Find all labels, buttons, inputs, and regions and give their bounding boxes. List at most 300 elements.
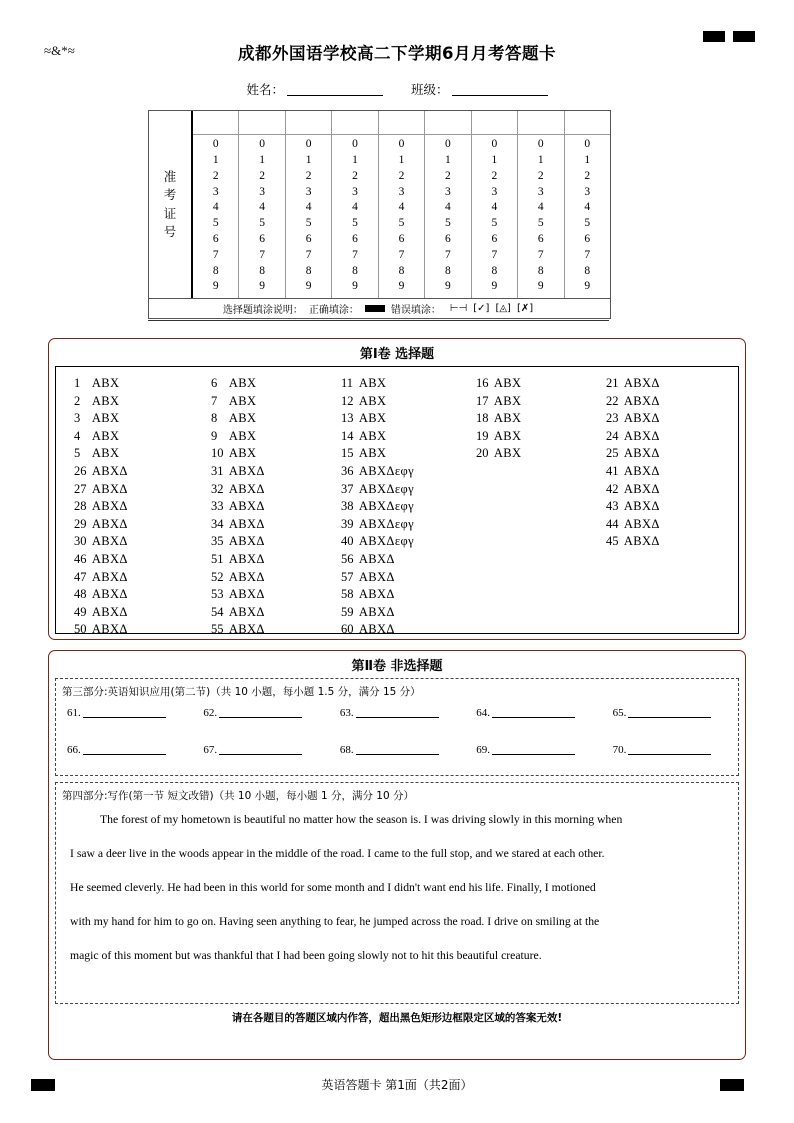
exam-number-write-cell[interactable]	[286, 111, 331, 135]
mcq-option-bubbles[interactable]: ABXΔ	[621, 516, 660, 531]
mcq-answer-row[interactable]	[341, 428, 386, 446]
mcq-option-bubbles[interactable]: ABXΔ	[621, 534, 660, 549]
mcq-option-bubbles[interactable]: ABX	[226, 411, 257, 426]
fill-blank-rule[interactable]	[492, 717, 575, 718]
mcq-option-bubbles[interactable]: ABX	[89, 446, 120, 461]
mcq-option-bubbles[interactable]: ABXΔ	[89, 622, 128, 637]
name-field[interactable]	[246, 82, 383, 97]
exam-number-bubble[interactable]: 9	[537, 280, 544, 293]
essay-line[interactable]: with my hand for him to go on. Having seen anything to fear, he jumped across the road. I drive on smiling at the	[70, 915, 600, 928]
mcq-answer-row[interactable]	[606, 463, 660, 481]
mcq-answer-row[interactable]	[341, 410, 386, 428]
exam-number-write-cell[interactable]	[379, 111, 424, 135]
mcq-answer-row[interactable]	[211, 463, 265, 481]
exam-number-column[interactable]	[193, 111, 239, 298]
exam-number-bubble[interactable]: 2	[584, 169, 591, 182]
exam-number-bubble[interactable]: 7	[491, 248, 498, 261]
answer-area-warning: 请在各题目的答题区域内作答，超出黑色矩形边框限定区域的答案无效!	[231, 1012, 563, 1024]
mcq-answer-row[interactable]	[606, 375, 660, 393]
exam-number-bubble[interactable]: 9	[305, 280, 312, 293]
mcq-question-number: 15	[341, 446, 354, 461]
mcq-answer-row[interactable]	[74, 428, 119, 446]
exam-number-bubble[interactable]: 5	[445, 217, 451, 230]
fill-blank-rule[interactable]	[83, 717, 166, 718]
mcq-answer-row[interactable]	[74, 586, 128, 604]
mcq-column	[341, 463, 414, 551]
exam-number-bubble-list[interactable]	[239, 135, 284, 298]
mcq-answer-row[interactable]	[74, 533, 128, 551]
exam-number-bubble[interactable]: 2	[212, 169, 219, 182]
exam-number-grid[interactable]	[148, 110, 611, 319]
exam-number-bubble[interactable]: 4	[398, 201, 405, 214]
mcq-option-bubbles[interactable]: ABX	[89, 376, 120, 390]
mcq-grid[interactable]	[56, 367, 738, 637]
mcq-answer-row[interactable]	[606, 481, 660, 499]
fill-blank-rule[interactable]	[492, 754, 575, 755]
mcq-option-bubbles[interactable]: ABXΔ	[226, 622, 265, 637]
mcq-question-number: 20	[476, 446, 489, 461]
exam-number-bubble-list[interactable]	[472, 135, 517, 298]
mcq-answer-row[interactable]	[211, 569, 265, 587]
exam-number-bubble[interactable]: 8	[491, 264, 498, 277]
mcq-answer-row[interactable]	[211, 410, 256, 428]
mcq-option-bubbles[interactable]: ABXΔ	[89, 587, 128, 602]
mcq-answer-row[interactable]	[606, 410, 660, 428]
exam-number-bubble[interactable]: 0	[584, 138, 591, 151]
mcq-answer-row[interactable]	[476, 393, 521, 411]
exam-number-bubble[interactable]: 4	[537, 201, 544, 214]
mcq-option-bubbles[interactable]: ABXΔ	[226, 552, 265, 566]
mcq-answer-row[interactable]	[74, 516, 128, 534]
exam-number-bubble[interactable]: 7	[212, 248, 219, 261]
mcq-answer-row[interactable]	[74, 621, 128, 639]
exam-number-bubble[interactable]: 7	[537, 248, 544, 261]
exam-number-bubble[interactable]: 9	[445, 280, 451, 293]
exam-number-bubble[interactable]: 0	[212, 138, 219, 151]
exam-number-bubble[interactable]: 8	[305, 264, 312, 277]
mcq-option-bubbles[interactable]: ABX	[89, 393, 120, 408]
exam-number-bubble[interactable]: 7	[445, 248, 451, 261]
mcq-answer-row[interactable]	[341, 569, 395, 587]
exam-number-bubble[interactable]: 7	[584, 248, 591, 261]
exam-number-bubble[interactable]: 1	[445, 153, 451, 166]
mcq-answer-row[interactable]	[606, 533, 660, 551]
exam-number-bubble[interactable]: 5	[491, 217, 498, 230]
exam-number-bubble[interactable]: 3	[212, 185, 219, 198]
exam-number-bubble[interactable]: 5	[584, 217, 591, 230]
mcq-answer-row[interactable]	[74, 569, 128, 587]
mcq-option-bubbles[interactable]: ABXΔεφγ	[356, 516, 415, 531]
mcq-option-bubbles[interactable]: ABXΔ	[89, 499, 128, 514]
exam-number-bubble[interactable]: 6	[537, 232, 544, 245]
class-input-rule[interactable]	[452, 95, 548, 96]
mcq-option-bubbles[interactable]: ABXΔ	[226, 534, 265, 549]
part-four-box[interactable]	[55, 782, 739, 1004]
name-input-rule[interactable]	[287, 95, 383, 96]
mcq-option-bubbles[interactable]: ABXΔεφγ	[356, 499, 415, 514]
mcq-option-bubbles[interactable]: ABXΔ	[621, 376, 660, 390]
mcq-question-number: 30	[74, 534, 87, 549]
mcq-option-bubbles[interactable]: ABXΔ	[89, 604, 128, 619]
exam-number-bubble[interactable]: 3	[305, 185, 312, 198]
essay-line[interactable]: magic of this moment but was thankful that I had been going slowly not to hit this beautiful creature.	[70, 949, 542, 962]
exam-number-bubble-list[interactable]	[286, 135, 331, 298]
fill-blank-rule[interactable]	[356, 717, 439, 718]
fill-blank-cell[interactable]	[192, 707, 328, 719]
exam-number-write-cell[interactable]	[239, 111, 284, 135]
mcq-answer-row[interactable]	[211, 375, 256, 393]
exam-number-bubble-list[interactable]	[332, 135, 377, 298]
part-three-blanks[interactable]	[56, 703, 738, 775]
exam-number-bubble[interactable]: 1	[537, 153, 544, 166]
mcq-option-bubbles[interactable]: ABXΔ	[226, 464, 265, 478]
mcq-question-number: 57	[341, 569, 354, 584]
mcq-answer-row[interactable]	[211, 481, 265, 499]
exam-number-bubble-list[interactable]	[425, 135, 470, 298]
exam-number-bubble[interactable]: 7	[352, 248, 358, 261]
fill-blank-rule[interactable]	[219, 717, 302, 718]
mcq-answer-row[interactable]	[606, 393, 660, 411]
essay-line[interactable]: He seemed cleverly. He had been in this world for some month and I didn't want end his life. Finally, I motioned	[70, 881, 596, 894]
exam-number-column[interactable]	[332, 111, 378, 298]
exam-number-write-cell[interactable]	[472, 111, 517, 135]
exam-number-bubble[interactable]: 2	[537, 169, 544, 182]
exam-number-column[interactable]	[286, 111, 332, 298]
exam-number-bubble[interactable]: 3	[537, 185, 544, 198]
exam-number-bubble[interactable]: 2	[352, 169, 358, 182]
exam-number-bubble[interactable]: 2	[445, 169, 451, 182]
exam-number-bubble[interactable]: 3	[445, 185, 451, 198]
mcq-option-bubbles[interactable]: ABXΔ	[226, 587, 265, 602]
mcq-option-bubbles[interactable]: ABXΔ	[89, 534, 128, 549]
exam-number-write-cell[interactable]	[518, 111, 563, 135]
exam-number-bubble[interactable]: 8	[445, 264, 451, 277]
mcq-option-bubbles[interactable]: ABXΔ	[356, 569, 395, 584]
mcq-answer-row[interactable]	[606, 445, 660, 463]
exam-number-bubble[interactable]: 2	[491, 169, 498, 182]
exam-number-bubble[interactable]: 1	[212, 153, 219, 166]
exam-number-bubble[interactable]: 7	[305, 248, 312, 261]
mcq-question-number: 21	[606, 376, 619, 390]
exam-number-bubble[interactable]: 1	[584, 153, 591, 166]
mcq-answer-row[interactable]	[74, 445, 119, 463]
fill-blank-number: 61.	[67, 707, 81, 719]
mcq-option-bubbles[interactable]: ABXΔ	[621, 499, 660, 514]
mcq-answer-row[interactable]	[74, 463, 128, 481]
mcq-answer-row[interactable]	[341, 516, 414, 534]
mcq-option-bubbles[interactable]: ABX	[491, 446, 522, 461]
mcq-answer-row[interactable]	[74, 498, 128, 516]
fill-blank-cell[interactable]	[56, 707, 192, 719]
fill-blank-rule[interactable]	[219, 754, 302, 755]
mcq-option-bubbles[interactable]: ABX	[491, 393, 522, 408]
mcq-column	[74, 463, 128, 551]
mcq-option-bubbles[interactable]: ABXΔ	[621, 446, 660, 461]
mcq-option-bubbles[interactable]: ABX	[89, 411, 120, 426]
exam-number-bubble[interactable]: 0	[352, 138, 358, 151]
mcq-answer-row[interactable]	[476, 428, 521, 446]
exam-number-bubble[interactable]: 8	[259, 264, 266, 277]
fill-blank-rule[interactable]	[83, 754, 166, 755]
fill-blank-rule[interactable]	[356, 754, 439, 755]
mcq-option-bubbles[interactable]: ABXΔεφγ	[356, 534, 415, 549]
exam-number-bubble[interactable]: 7	[398, 248, 405, 261]
exam-number-bubble[interactable]: 9	[491, 280, 498, 293]
fill-blank-rule[interactable]	[628, 754, 711, 755]
mcq-answer-row[interactable]	[606, 498, 660, 516]
exam-number-bubble-list[interactable]	[518, 135, 563, 298]
exam-number-column[interactable]	[472, 111, 518, 298]
mcq-option-bubbles[interactable]: ABXΔ	[226, 516, 265, 531]
exam-number-bubble[interactable]: 5	[305, 217, 312, 230]
exam-number-column[interactable]	[565, 111, 610, 298]
mcq-answer-row[interactable]	[341, 481, 414, 499]
exam-number-bubble[interactable]: 3	[352, 185, 358, 198]
exam-number-bubble[interactable]: 1	[259, 153, 266, 166]
exam-number-bubble[interactable]: 5	[537, 217, 544, 230]
exam-number-bubble[interactable]: 6	[445, 232, 451, 245]
mcq-band	[56, 375, 738, 463]
exam-number-bubble[interactable]: 4	[584, 201, 591, 214]
exam-number-column[interactable]	[518, 111, 564, 298]
mcq-option-bubbles[interactable]: ABXΔ	[356, 587, 395, 602]
exam-number-bubble[interactable]: 4	[445, 201, 451, 214]
exam-number-bubble[interactable]: 1	[352, 153, 358, 166]
fill-blank-number: 65.	[612, 707, 627, 719]
exam-number-bubble[interactable]: 3	[491, 185, 498, 198]
exam-number-bubble-list[interactable]	[193, 135, 238, 298]
mcq-answer-row[interactable]	[74, 604, 128, 622]
exam-number-bubble[interactable]: 0	[445, 138, 451, 151]
mcq-answer-row[interactable]	[341, 621, 395, 639]
mcq-column	[211, 463, 265, 551]
mcq-option-bubbles[interactable]: ABXΔ	[89, 464, 128, 478]
exam-number-write-cell[interactable]	[565, 111, 610, 135]
mcq-answer-row[interactable]	[211, 428, 256, 446]
exam-number-bubble[interactable]: 3	[398, 185, 405, 198]
essay-line[interactable]: I saw a deer live in the woods appear in the middle of the road. I came to the full stop, and we stared at each other.	[70, 847, 605, 860]
exam-number-bubble[interactable]: 4	[491, 201, 498, 214]
section-one-answer-area[interactable]	[55, 366, 739, 637]
mcq-question-number: 17	[476, 393, 489, 408]
mcq-answer-row[interactable]	[211, 604, 265, 622]
student-info-line	[0, 80, 794, 98]
mcq-option-bubbles[interactable]: ABXΔ	[89, 552, 128, 566]
fill-blank-rule[interactable]	[628, 717, 711, 718]
exam-number-bubble[interactable]: 6	[491, 232, 498, 245]
exam-number-bubble[interactable]: 8	[398, 264, 405, 277]
mcq-option-bubbles[interactable]: ABX	[226, 446, 257, 461]
exam-number-bubble[interactable]: 9	[259, 280, 266, 293]
mcq-option-bubbles[interactable]: ABX	[356, 428, 387, 443]
essay-line[interactable]: The forest of my hometown is beautiful no matter how the season is. I was driving slowly in this morning when	[100, 813, 623, 826]
exam-number-bubble[interactable]: 0	[398, 138, 405, 151]
exam-number-bubble[interactable]: 0	[491, 138, 498, 151]
mcq-option-bubbles[interactable]: ABXΔ	[89, 481, 128, 496]
fill-blank-cell[interactable]	[329, 707, 465, 719]
mcq-column	[341, 551, 395, 639]
exam-number-bubble[interactable]: 5	[352, 217, 358, 230]
mcq-question-number: 48	[74, 587, 87, 602]
mcq-option-bubbles[interactable]: ABXΔ	[621, 428, 660, 443]
class-field[interactable]	[411, 82, 548, 97]
mcq-option-bubbles[interactable]: ABXΔ	[226, 604, 265, 619]
exam-number-bubble[interactable]: 0	[537, 138, 544, 151]
mcq-answer-row[interactable]	[341, 445, 386, 463]
mcq-answer-row[interactable]	[341, 463, 414, 481]
exam-number-label-char: 证	[163, 205, 177, 221]
exam-number-bubble[interactable]: 7	[259, 248, 266, 261]
fill-blank-row	[56, 707, 738, 719]
exam-number-bubble[interactable]: 6	[584, 232, 591, 245]
mcq-answer-row[interactable]	[211, 498, 265, 516]
exam-number-digit-columns[interactable]	[193, 111, 610, 298]
exam-number-bubble[interactable]: 3	[584, 185, 591, 198]
mcq-option-bubbles[interactable]: ABX	[226, 428, 257, 443]
exam-number-bubble[interactable]: 8	[584, 264, 591, 277]
mcq-question-number: 36	[341, 464, 354, 478]
exam-number-write-cell[interactable]	[193, 111, 238, 135]
mcq-option-bubbles[interactable]: ABX	[226, 393, 257, 408]
mcq-question-number: 27	[74, 481, 87, 496]
exam-number-bubble[interactable]: 9	[352, 280, 358, 293]
mcq-option-bubbles[interactable]: ABXΔ	[356, 552, 395, 566]
mcq-answer-row[interactable]	[211, 533, 265, 551]
mcq-option-bubbles[interactable]: ABXΔ	[621, 481, 660, 496]
exam-number-bubble[interactable]: 2	[305, 169, 312, 182]
fill-blank-cell[interactable]	[465, 744, 601, 756]
mcq-answer-row[interactable]	[341, 586, 395, 604]
exam-number-bubble[interactable]: 6	[352, 232, 358, 245]
exam-number-bubble[interactable]: 1	[398, 153, 405, 166]
exam-number-bubble-list[interactable]	[565, 135, 610, 298]
mcq-answer-row[interactable]	[211, 393, 256, 411]
mcq-answer-row[interactable]	[74, 551, 128, 569]
mcq-answer-row[interactable]	[74, 410, 119, 428]
mcq-option-bubbles[interactable]: ABX	[491, 376, 522, 390]
part-four-essay-text[interactable]	[56, 807, 738, 962]
mcq-option-bubbles[interactable]: ABXΔ	[356, 622, 395, 637]
exam-number-bubble[interactable]: 9	[398, 280, 405, 293]
exam-number-bubble[interactable]: 8	[352, 264, 358, 277]
exam-number-column[interactable]	[425, 111, 471, 298]
mcq-option-bubbles[interactable]: ABXΔ	[621, 411, 660, 426]
exam-number-bubble[interactable]: 9	[584, 280, 591, 293]
mcq-option-bubbles[interactable]: ABX	[491, 428, 522, 443]
fill-blank-cell[interactable]	[465, 707, 601, 719]
mcq-option-bubbles[interactable]: ABX	[356, 446, 387, 461]
mcq-option-bubbles[interactable]: ABX	[356, 376, 387, 390]
exam-number-bubble[interactable]: 3	[259, 185, 266, 198]
exam-number-bubble[interactable]: 1	[491, 153, 498, 166]
mcq-option-bubbles[interactable]: ABXΔ	[356, 604, 395, 619]
exam-number-bubble[interactable]: 4	[212, 201, 219, 214]
mcq-answer-row[interactable]	[211, 445, 256, 463]
exam-number-bubble[interactable]: 6	[259, 232, 266, 245]
exam-number-bubble[interactable]: 2	[398, 169, 405, 182]
mcq-option-bubbles[interactable]: ABXΔ	[621, 393, 660, 408]
mcq-option-bubbles[interactable]: ABX	[226, 376, 257, 390]
fill-blank-cell[interactable]	[329, 744, 465, 756]
mcq-answer-row[interactable]	[74, 393, 119, 411]
mcq-option-bubbles[interactable]: ABX	[89, 428, 120, 443]
exam-number-bubble[interactable]: 6	[212, 232, 219, 245]
mcq-option-bubbles[interactable]: ABXΔ	[226, 481, 265, 496]
mcq-answer-row[interactable]	[606, 428, 660, 446]
mcq-option-bubbles[interactable]: ABXΔ	[226, 569, 265, 584]
exam-number-bubble[interactable]: 4	[259, 201, 266, 214]
exam-number-column[interactable]	[379, 111, 425, 298]
mcq-answer-row[interactable]	[476, 445, 521, 463]
mcq-option-bubbles[interactable]: ABX	[491, 411, 522, 426]
mcq-answer-row[interactable]	[606, 516, 660, 534]
fill-blank-cell[interactable]	[192, 744, 328, 756]
mcq-answer-row[interactable]	[341, 604, 395, 622]
fill-blank-cell[interactable]	[602, 707, 738, 719]
mcq-answer-row[interactable]	[211, 621, 265, 639]
wrong-fill-symbol-icon: ⊢⊣	[449, 303, 468, 314]
exam-number-bubble[interactable]: 5	[398, 217, 405, 230]
exam-number-bubble[interactable]: 6	[305, 232, 312, 245]
mcq-answer-row[interactable]	[341, 498, 414, 516]
mcq-question-number: 42	[606, 481, 619, 496]
exam-number-column[interactable]	[239, 111, 285, 298]
mcq-answer-row[interactable]	[476, 375, 521, 393]
exam-number-bubble[interactable]: 4	[305, 201, 312, 214]
mcq-option-bubbles[interactable]: ABXΔ	[89, 516, 128, 531]
exam-number-bubble[interactable]: 8	[537, 264, 544, 277]
mcq-answer-row[interactable]	[341, 533, 414, 551]
exam-number-bubble[interactable]: 2	[259, 169, 266, 182]
exam-number-bubble-list[interactable]	[379, 135, 424, 298]
part-three-box[interactable]	[55, 678, 739, 776]
exam-number-bubble[interactable]: 0	[259, 138, 266, 151]
mcq-answer-row[interactable]	[341, 375, 386, 393]
mcq-answer-row[interactable]	[74, 481, 128, 499]
mcq-option-bubbles[interactable]: ABXΔ	[89, 569, 128, 584]
mcq-answer-row[interactable]	[341, 393, 386, 411]
mcq-question-number: 51	[211, 552, 224, 566]
mcq-option-bubbles[interactable]: ABX	[356, 411, 387, 426]
mcq-question-number: 31	[211, 464, 224, 478]
exam-number-bubble[interactable]: 1	[305, 153, 312, 166]
exam-number-write-cell[interactable]	[425, 111, 470, 135]
fill-blank-cell[interactable]	[602, 744, 738, 756]
mcq-answer-row[interactable]	[211, 551, 265, 569]
mcq-option-bubbles[interactable]: ABXΔ	[621, 464, 660, 478]
exam-number-bubble[interactable]: 5	[212, 217, 219, 230]
mcq-option-bubbles[interactable]: ABXΔ	[226, 499, 265, 514]
mcq-option-bubbles[interactable]: ABX	[356, 393, 387, 408]
mcq-answer-row[interactable]	[211, 516, 265, 534]
fill-blank-cell[interactable]	[56, 744, 192, 756]
mcq-answer-row[interactable]	[211, 586, 265, 604]
exam-number-bubble[interactable]: 4	[352, 201, 358, 214]
exam-number-bubble[interactable]: 0	[305, 138, 312, 151]
exam-number-write-cell[interactable]	[332, 111, 377, 135]
mcq-answer-row[interactable]	[74, 375, 119, 393]
mcq-option-bubbles[interactable]: ABXΔεφγ	[356, 464, 415, 478]
fill-blank-number: 66.	[67, 744, 81, 756]
mcq-answer-row[interactable]	[476, 410, 521, 428]
exam-number-bubble[interactable]: 8	[212, 264, 219, 277]
exam-number-bubble[interactable]: 9	[212, 280, 219, 293]
mcq-column	[606, 375, 660, 463]
mcq-answer-row[interactable]	[341, 551, 395, 569]
exam-number-bubble[interactable]: 6	[398, 232, 405, 245]
exam-number-bubble[interactable]: 5	[259, 217, 266, 230]
mcq-option-bubbles[interactable]: ABXΔεφγ	[356, 481, 415, 496]
